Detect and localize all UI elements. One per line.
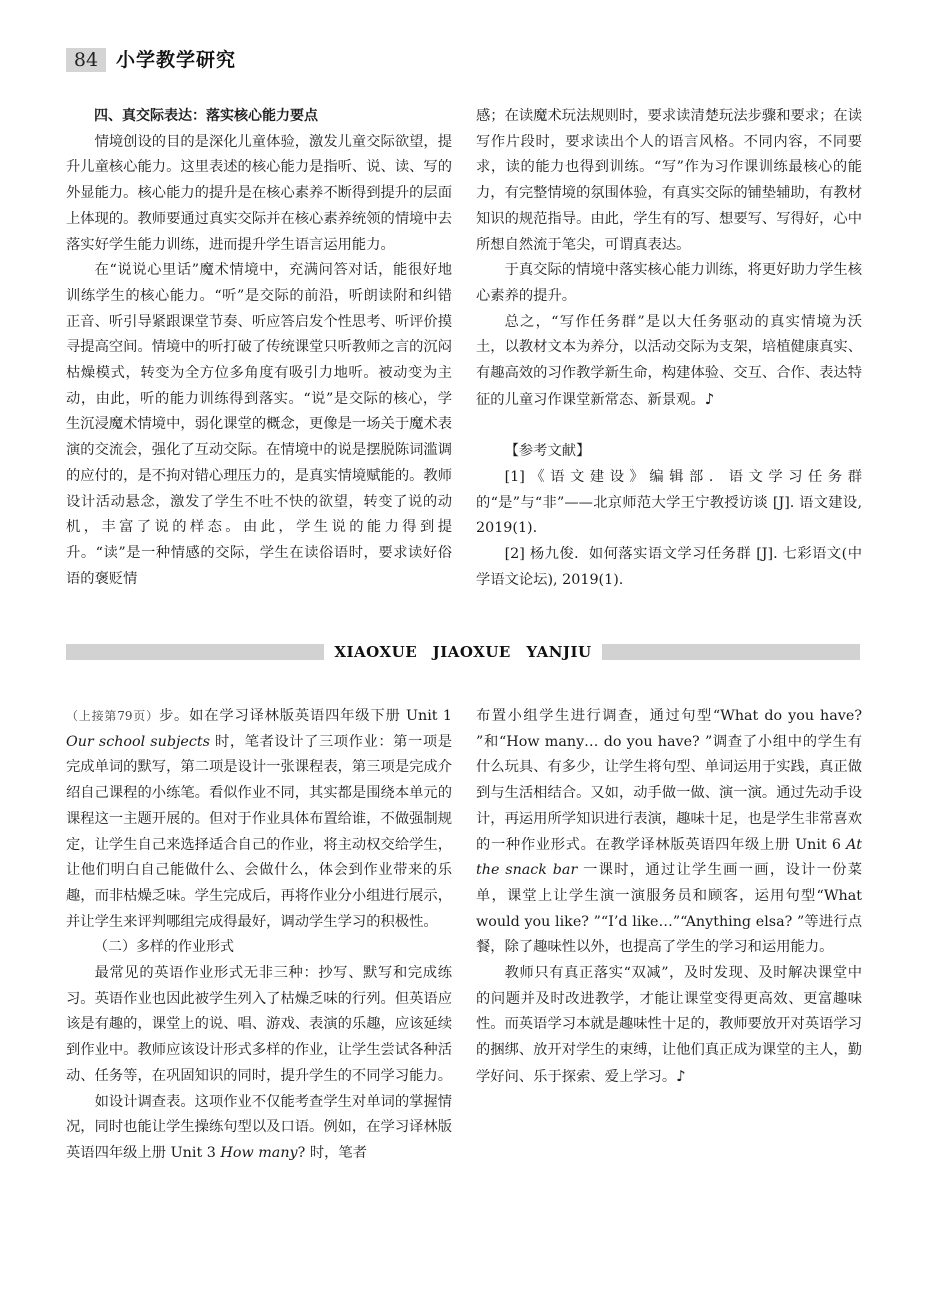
paragraph: 最常见的英语作业形式无非三种：抄写、默写和完成练习。英语作业也因此被学生列入了枯燥乏味的行列。但英语应该是有趣的，课堂上的说、唱、游戏、表演的乐趣，应该延续到作业中。教师应该设计形式多样的作业，让学生尝试各种活动、任务等，在巩固知识的同时，提升学生的不同学习能力。 bbox=[66, 965, 453, 1084]
top-left-column bbox=[66, 104, 452, 592]
section-heading: 四、真交际表达：落实核心能力要点 bbox=[94, 108, 318, 124]
running-header bbox=[66, 46, 246, 76]
paragraph-text: 总之，“写作任务群”是以大任务驱动的真实情境为沃土，以教材文本为养分，以活动交际为支架，培植健康真实、有趣高效的习作教学新生命，构建体验、交互、合作、表达特征的儿童习作课堂新常态、新景观。 bbox=[476, 313, 863, 408]
end-note-icon: ♪ bbox=[676, 1066, 686, 1085]
paragraph: 教师只有真正落实“双减”，及时发现、及时解决课堂中的问题并及时改进教学，才能让课堂变得更高效、更富趣味性。而英语学习本就是趣味性十足的，教师要放开对英语学习的捆绑、放开对学生的束缚，让他们真正成为课堂的主人，勤学好问、乐于探索、爱上学习。♪ bbox=[476, 965, 863, 1085]
journal-title: 小学教学研究 bbox=[116, 49, 237, 71]
divider-text: XIAOXUE JIAOXUE YANJIU bbox=[334, 643, 592, 661]
unit-title: At the snack bar bbox=[476, 836, 862, 879]
paragraph: 感；在读魔术玩法规则时，要求读清楚玩法步骤和要求；在读写作片段时，要求读出个人的语言风格。不同内容，不同要求，读的能力也得到训练。“写”作为习作课训练最核心的能力，有完整情境的氛围体验，有真实交际的铺垫辅助，有教材知识的规范指导。由此，学生有的写、想要写、写得好，心中所想自然流于笔尖，可谓真表达。 bbox=[476, 108, 863, 253]
bottom-right-column bbox=[476, 704, 862, 1091]
paragraph: （上接第79页）步。如在学习译林版英语四年级下册 Unit 1 Our school subjects 时，笔者设计了三项作业：第一项是完成单词的默写，第二项是设计一张课程表，第三项是完成介绍自己课程的小练笔。看似作业不同，其实都是围绕本单元的课程这一主题开展的。但对于作业具体布置给谁，不做强制规定，让学生自己来选择适合自己的作业，将主动权交给学生，让他们明白自己能做什么、会做什么，体会到作业带来的乐趣，而非枯燥乏味。学生完成后，再将作业分小组进行展示，并让学生来评判哪组完成得最好，调动学生学习的积极性。 bbox=[66, 708, 453, 930]
paragraph: 布置小组学生进行调查，通过句型“What do you have? ”和“How many… do you have? ”调查了小组中的学生有什么玩具、有多少，让学生将句型、单词运用于实践，真正做到与生活相结合。又如，动手做一做、演一演。通过先动手设计，再运用所学知识进行表演，趣味十足，也是学生非常喜欢的一种作业形式。在教学译林版英语四年级上册 Unit 6 At the snack bar 一课时，通过让学生画一画，设计一份菜单，课堂上让学生演一演服务员和顾客，运用句型“What would you like? ”“I’d like…”“Anything elsa? ”等进行点餐，除了趣味性以外，也提高了学生的学习和运用能力。 bbox=[476, 708, 863, 956]
paragraph: 于真交际的情境中落实核心能力训练，将更好助力学生核心素养的提升。 bbox=[476, 262, 863, 304]
paragraph bbox=[476, 310, 862, 414]
divider-bar-left bbox=[66, 644, 324, 660]
end-note-icon: ♪ bbox=[704, 389, 715, 408]
top-right-column bbox=[476, 104, 862, 593]
unit-title: How many bbox=[220, 1144, 298, 1161]
bottom-left-column bbox=[66, 704, 452, 1167]
paragraph: 在“说说心里话”魔术情境中，充满问答对话，能很好地训练学生的核心能力。“听”是交际的前沿，听朗读附和纠错正音、听引导紧跟课堂节奏、听应答启发个性思考、听评价摸寻提高空间。情境中的听打破了传统课堂只听教师之言的沉闷枯燥模式，转变为全方位多角度有吸引力地听。被动变为主动，由此，听的能力训练得到落实。“说”是交际的核心，学生沉浸魔术情境中，弱化课堂的概念，更像是一场关于魔术表演的交流会，强化了互动交际。在情境中的说是摆脱陈词滥调的应付的，是不拘对错心理压力的，是真实情境赋能的。教师设计活动悬念，激发了学生不吐不快的欲望，转变了说的动机，丰富了说的样态。由此，学生说的能力得到提升。“读”是一种情感的交际，学生在读俗语时，要求读好俗语的褒贬情 bbox=[66, 262, 453, 587]
reference-item: [2] 杨九俊．如何落实语文学习任务群 [J]. 七彩语文(中学语文论坛), 2019(1). bbox=[476, 545, 862, 588]
section-divider bbox=[66, 643, 860, 661]
reference-item: [1]《语文建设》编辑部．语文学习任务群的“是”与“非”——北京师范大学王宁教授访谈 [J]. 语文建设, 2019(1). bbox=[476, 468, 862, 537]
references-title: 【参考文献】 bbox=[504, 443, 591, 460]
unit-title: Our school subjects bbox=[66, 733, 210, 750]
page-number: 84 bbox=[66, 48, 106, 72]
continued-note: （上接第79页） bbox=[66, 709, 159, 723]
spacer bbox=[476, 413, 862, 439]
subheading: （二）多样的作业形式 bbox=[94, 939, 234, 956]
divider-bar-right bbox=[602, 644, 860, 660]
paragraph: 情境创设的目的是深化儿童体验，激发儿童交际欲望，提升儿童核心能力。这里表述的核心能力是指听、说、读、写的外显能力。核心能力的提升是在核心素养不断得到提升的层面上体现的。教师要通过真实交际并在核心素养统领的情境中去落实好学生能力训练，进而提升学生语言运用能力。 bbox=[66, 133, 453, 253]
paragraph: 如设计调查表。这项作业不仅能考查学生对单词的掌握情况，同时也能让学生操练句型以及口语。例如，在学习译林版英语四年级上册 Unit 3 How many? 时，笔者 bbox=[66, 1093, 453, 1161]
